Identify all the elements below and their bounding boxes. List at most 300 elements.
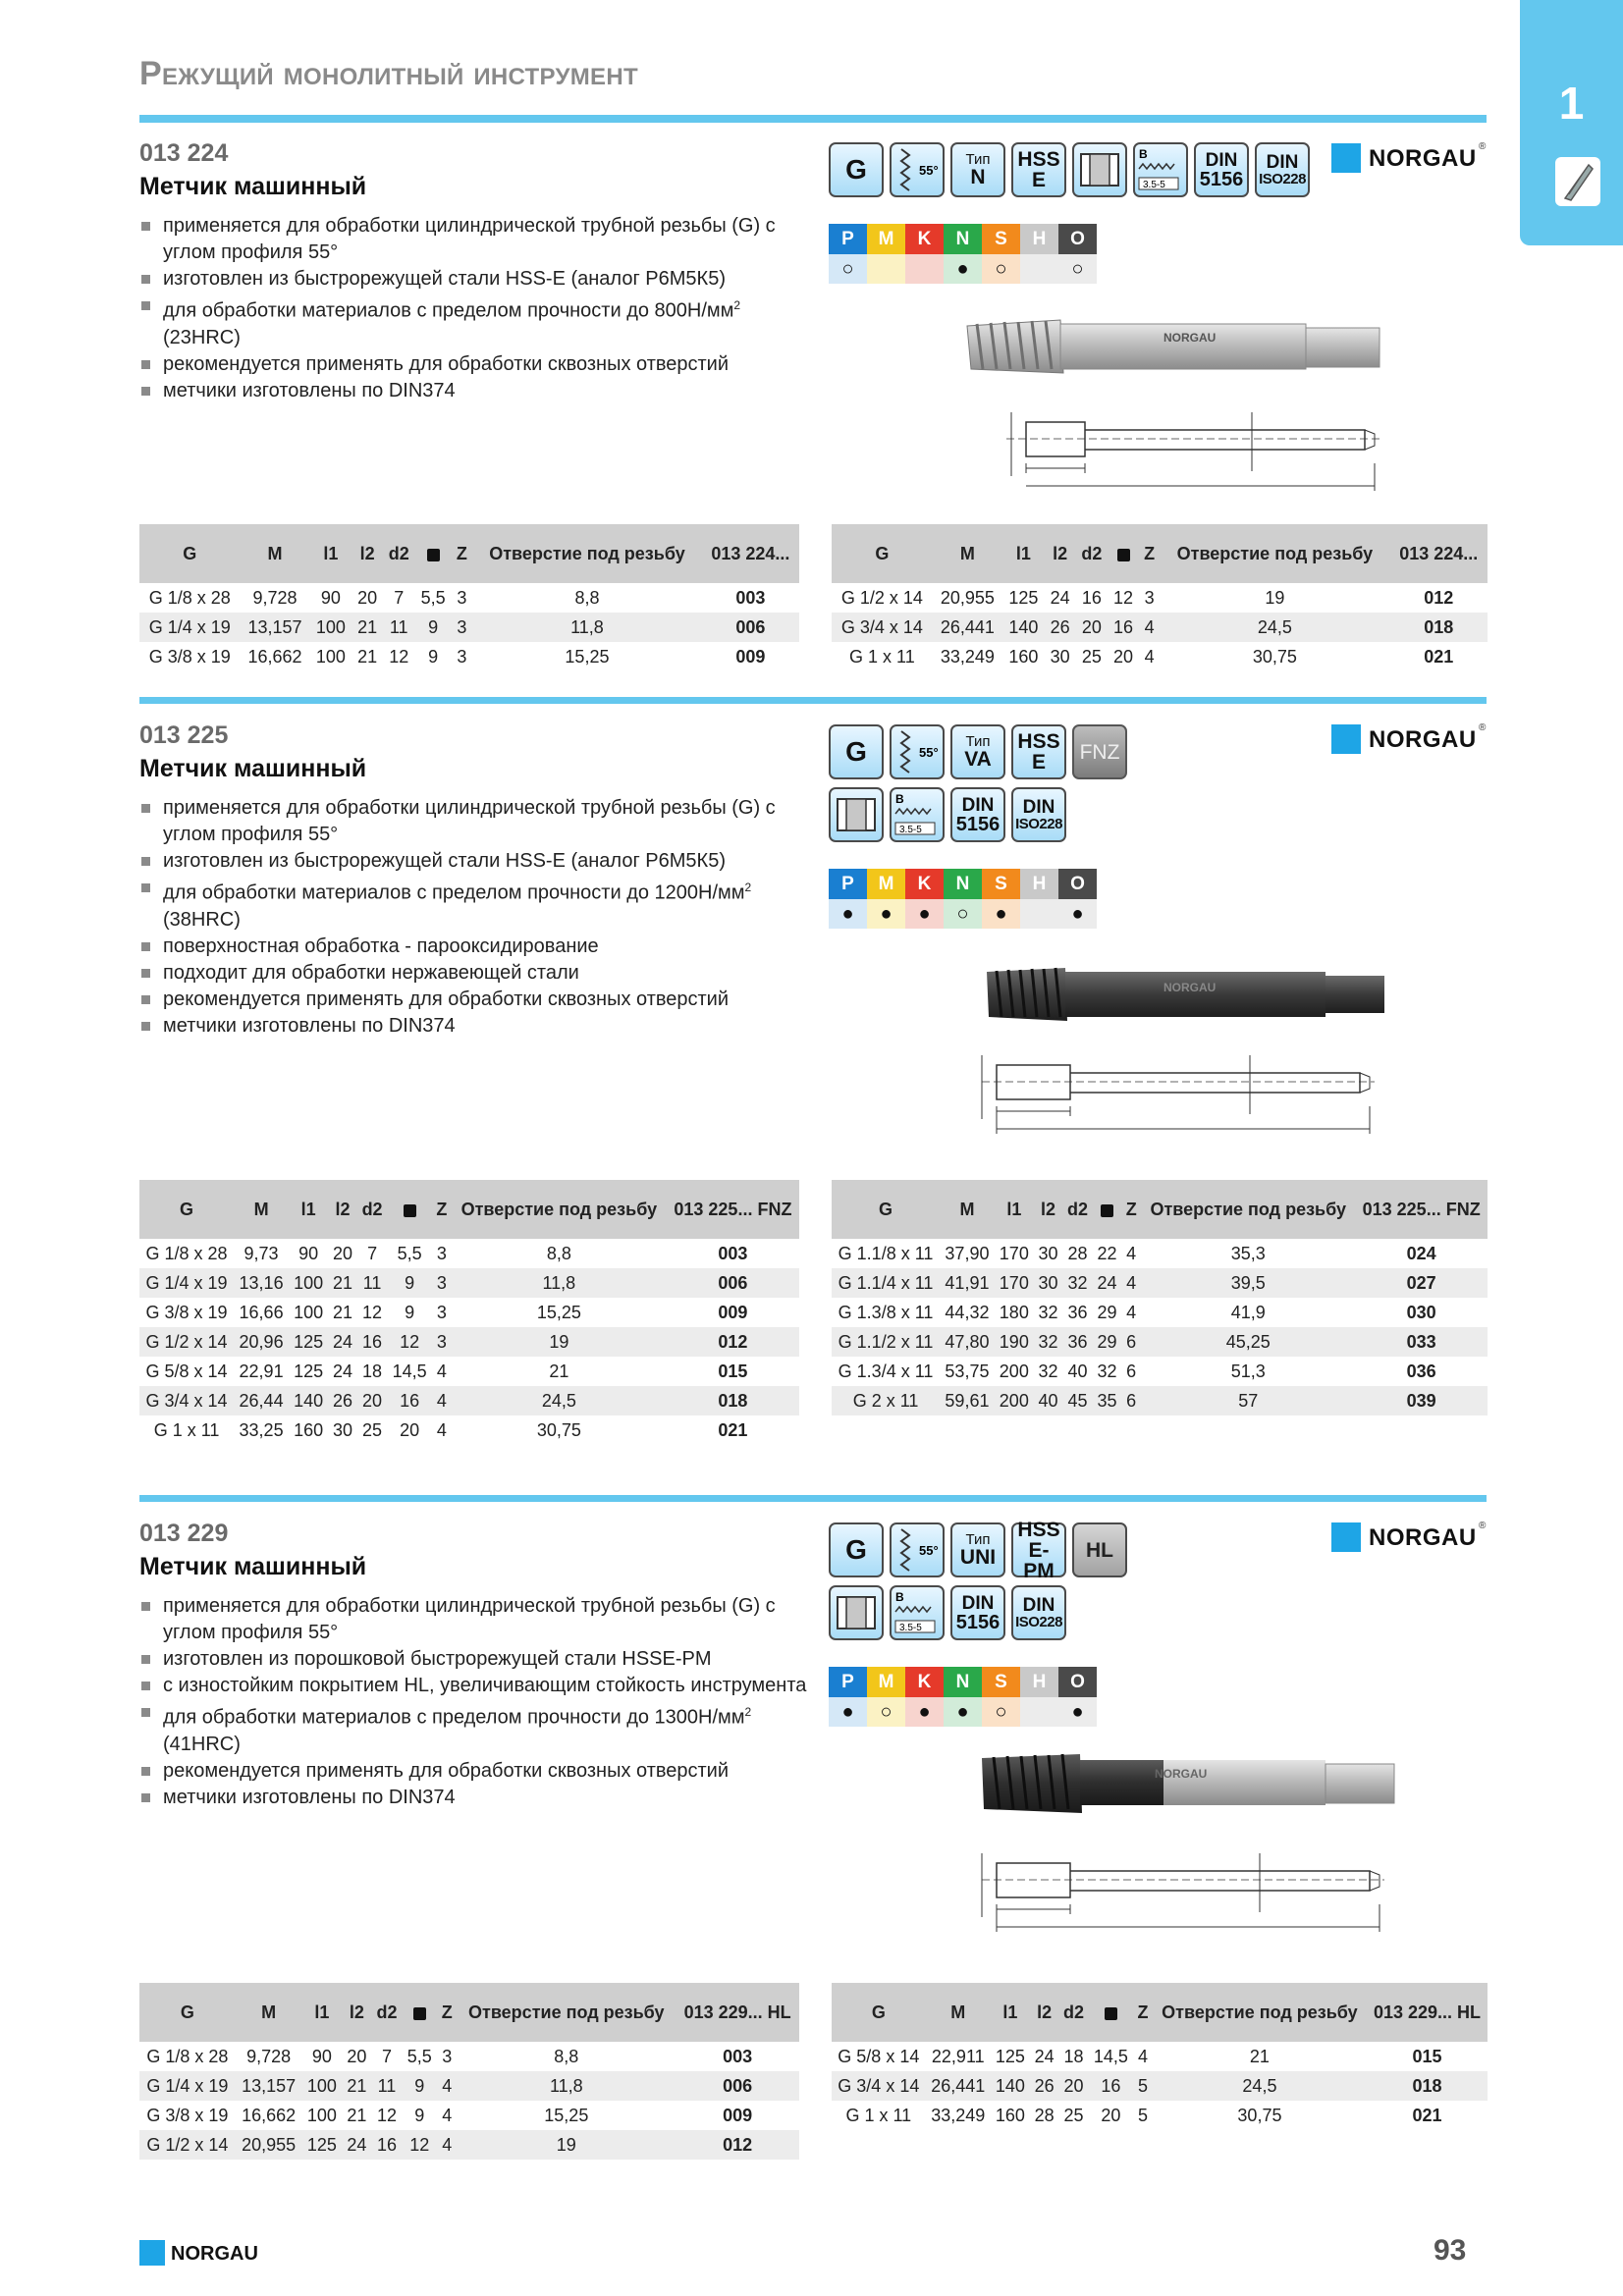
table-cell: 5 bbox=[1133, 2071, 1153, 2101]
table-body bbox=[832, 1239, 1488, 1415]
title-rule bbox=[139, 115, 1487, 123]
column-header: d2 bbox=[1058, 1983, 1088, 2042]
column-header: Z bbox=[437, 1983, 457, 2042]
table-cell: G 1.1/4 x 11 bbox=[832, 1268, 940, 1298]
column-header: l1 bbox=[991, 1983, 1030, 2042]
table-row bbox=[832, 1327, 1488, 1357]
column-header bbox=[403, 1983, 437, 2042]
table-cell: 22,911 bbox=[931, 2046, 985, 2066]
table-cell: 28 bbox=[1034, 2105, 1055, 2125]
table-row bbox=[832, 1357, 1488, 1386]
column-header: M bbox=[933, 524, 1002, 583]
table-row bbox=[139, 1357, 799, 1386]
feature-item: рекомендуется применять для обработки сквозных отверстий bbox=[139, 987, 817, 1013]
table-cell: G 3/4 x 14 bbox=[832, 2071, 926, 2101]
table-cell: 36 bbox=[1062, 1327, 1092, 1357]
table-cell: 8,8 bbox=[574, 587, 600, 608]
table-row bbox=[832, 2042, 1488, 2071]
table-body bbox=[139, 583, 799, 671]
material-group-h: H bbox=[1020, 1667, 1058, 1697]
table-row bbox=[139, 1298, 799, 1327]
table-cell: G 1/2 x 14 bbox=[139, 1327, 234, 1357]
column-header: Отверстие под резьбу bbox=[1141, 1180, 1355, 1239]
table-cell: 4 bbox=[1121, 1268, 1141, 1298]
table-cell: 25 bbox=[1063, 2105, 1084, 2125]
table-cell: 9 bbox=[403, 2071, 437, 2101]
table-cell: 12 bbox=[389, 646, 409, 667]
table-cell: 32 bbox=[1097, 1361, 1117, 1381]
din-5156-icon: DIN 5156 bbox=[950, 787, 1005, 842]
column-header: d2 bbox=[1076, 524, 1109, 583]
column-header: 013 225... FNZ bbox=[667, 1180, 799, 1239]
table-cell: 9 bbox=[428, 646, 439, 667]
coating-hl-icon: HL bbox=[1072, 1522, 1127, 1577]
column-header: G bbox=[832, 1180, 940, 1239]
tap-type-icon: Тип UNI bbox=[950, 1522, 1005, 1577]
material-suitability bbox=[829, 1667, 1097, 1727]
table-cell: 190 bbox=[995, 1327, 1034, 1357]
property-icons bbox=[829, 724, 1127, 779]
column-header: Отверстие под резьбу bbox=[1160, 524, 1389, 583]
order-code: 012 bbox=[1424, 587, 1454, 608]
table-header bbox=[832, 524, 1488, 583]
feature-item: с изностойким покрытием HL, увеличивающим стойкость инструмента bbox=[139, 1673, 817, 1699]
table-row bbox=[139, 2042, 799, 2071]
table-cell: 32 bbox=[1062, 1268, 1092, 1298]
table-cell: 37,90 bbox=[945, 1243, 990, 1263]
table-cell: 3 bbox=[452, 613, 472, 642]
column-header bbox=[1089, 1983, 1133, 2042]
order-code: 003 bbox=[718, 1243, 748, 1263]
through-hole-icon bbox=[829, 1585, 884, 1640]
suitability-mark: ● bbox=[982, 899, 1020, 929]
order-code: 018 bbox=[667, 1386, 799, 1415]
through-hole-icon bbox=[1072, 142, 1127, 197]
table-cell: 26,441 bbox=[933, 613, 1002, 642]
table-cell: 9,728 bbox=[246, 2046, 292, 2066]
material-hss-icon: HSS E bbox=[1011, 142, 1066, 197]
material-group-n: N bbox=[944, 224, 982, 254]
table-cell: 4 bbox=[1126, 1302, 1137, 1322]
section-rule bbox=[139, 697, 1487, 704]
table-cell: 8,8 bbox=[546, 1243, 571, 1263]
table-cell: 21 bbox=[328, 1268, 357, 1298]
table-cell: 16 bbox=[371, 2130, 402, 2160]
order-code: 036 bbox=[1406, 1361, 1436, 1381]
table-cell: 16 bbox=[357, 1327, 388, 1357]
spec-table-right bbox=[832, 1180, 1488, 1415]
feature-item: метчики изготовлены по DIN374 bbox=[139, 378, 817, 404]
order-code: 024 bbox=[1406, 1243, 1436, 1263]
svg-text:B: B bbox=[1139, 147, 1148, 161]
table-cell: 15,25 bbox=[544, 2105, 589, 2125]
suitability-mark: ○ bbox=[867, 1697, 905, 1727]
table-cell: 9 bbox=[405, 1302, 415, 1322]
feature-list bbox=[139, 795, 817, 1040]
order-code: 009 bbox=[723, 2105, 753, 2125]
table-cell: 20 bbox=[347, 2046, 367, 2066]
order-code: 012 bbox=[676, 2130, 799, 2160]
table-cell: 3 bbox=[457, 587, 467, 608]
table-row bbox=[139, 1327, 799, 1357]
thread-angle-icon bbox=[890, 142, 945, 197]
table-cell: 90 bbox=[320, 587, 341, 608]
table-cell: 11 bbox=[371, 2071, 402, 2101]
column-header: Z bbox=[1139, 524, 1160, 583]
material-group-s: S bbox=[982, 1667, 1020, 1697]
table-cell: 24,5 bbox=[1160, 613, 1389, 642]
table-cell: 45,25 bbox=[1141, 1327, 1355, 1357]
table-cell: 24 bbox=[332, 1361, 352, 1381]
table-cell: 90 bbox=[298, 1243, 319, 1263]
table-cell: G 1/8 x 28 bbox=[148, 587, 231, 608]
table-cell: 9 bbox=[387, 1268, 431, 1298]
column-header: Отверстие под резьбу bbox=[452, 1180, 667, 1239]
table-cell: 35 bbox=[1093, 1386, 1121, 1415]
norgau-logo: NORGAU ® bbox=[1331, 141, 1488, 175]
spec-table-left bbox=[139, 1180, 799, 1445]
material-group-m: M bbox=[867, 224, 905, 254]
table-cell: 5,5 bbox=[420, 587, 446, 608]
table-cell: G 1/8 x 28 bbox=[146, 2046, 229, 2066]
order-code: 018 bbox=[1367, 2071, 1488, 2101]
suitability-mark: ○ bbox=[1058, 254, 1097, 284]
order-code: 018 bbox=[1390, 613, 1488, 642]
table-cell: 125 bbox=[995, 2046, 1025, 2066]
square-shank-icon bbox=[404, 1204, 416, 1217]
column-header: 013 225... FNZ bbox=[1355, 1180, 1488, 1239]
table-cell: 24 bbox=[1050, 587, 1070, 608]
column-header: 013 229... HL bbox=[676, 1983, 799, 2042]
column-header: 013 224... bbox=[1390, 524, 1488, 583]
column-header: Отверстие под резьбу bbox=[457, 1983, 676, 2042]
table-cell: G 1/4 x 19 bbox=[139, 2071, 236, 2101]
table-cell: 26 bbox=[328, 1386, 357, 1415]
order-code: 039 bbox=[1355, 1386, 1488, 1415]
table-cell: 100 bbox=[306, 2105, 337, 2125]
table-cell: 15,25 bbox=[536, 1302, 581, 1322]
table-cell: 33,249 bbox=[940, 646, 995, 667]
column-header: d2 bbox=[383, 524, 415, 583]
table-cell: 3 bbox=[436, 1243, 447, 1263]
suitability-mark: ○ bbox=[982, 1697, 1020, 1727]
column-header: Отверстие под резьбу bbox=[472, 524, 702, 583]
suitability-mark: ○ bbox=[944, 899, 982, 929]
order-code: 006 bbox=[667, 1268, 799, 1298]
suitability-marks bbox=[829, 1697, 1097, 1727]
spec-table-right bbox=[832, 1983, 1488, 2130]
material-hss-icon: HSS E bbox=[1011, 724, 1066, 779]
table-cell: 30,75 bbox=[1237, 2105, 1282, 2125]
material-group-p: P bbox=[829, 1667, 867, 1697]
table-cell: G 1/2 x 14 bbox=[840, 587, 923, 608]
table-cell: 41,91 bbox=[940, 1268, 995, 1298]
feature-item: рекомендуется применять для обработки сквозных отверстий bbox=[139, 1758, 817, 1785]
table-cell: 14,5 bbox=[1093, 2046, 1128, 2066]
column-header: 013 224... bbox=[702, 524, 799, 583]
suitability-mark: ● bbox=[1058, 1697, 1097, 1727]
feature-item: подходит для обработки нержавеющей стали bbox=[139, 960, 817, 987]
material-groups bbox=[829, 869, 1097, 899]
feature-item: рекомендуется применять для обработки сквозных отверстий bbox=[139, 351, 817, 378]
column-header: l2 bbox=[1034, 1180, 1062, 1239]
table-cell: 9,73 bbox=[243, 1243, 279, 1263]
table-cell: 33,249 bbox=[931, 2105, 986, 2125]
svg-text:B: B bbox=[895, 792, 904, 806]
square-shank-icon bbox=[1105, 2007, 1117, 2020]
svg-text:B: B bbox=[895, 1590, 904, 1604]
suitability-mark: ● bbox=[829, 899, 867, 929]
table-cell: 20,955 bbox=[940, 587, 995, 608]
suitability-mark bbox=[905, 254, 944, 284]
suitability-mark bbox=[1020, 899, 1058, 929]
table-cell: G 1.1/2 x 11 bbox=[832, 1327, 940, 1357]
material-group-s: S bbox=[982, 224, 1020, 254]
table-row bbox=[139, 2101, 799, 2130]
material-suitability bbox=[829, 869, 1097, 929]
table-cell: 20,955 bbox=[236, 2130, 302, 2160]
table-cell: 11 bbox=[383, 613, 415, 642]
table-cell: 4 bbox=[432, 1386, 452, 1415]
table-cell: 40 bbox=[1067, 1361, 1088, 1381]
order-code: 021 bbox=[1424, 646, 1454, 667]
column-header: d2 bbox=[1062, 1180, 1092, 1239]
table-cell: G 3/4 x 14 bbox=[832, 613, 933, 642]
suitability-mark: ● bbox=[905, 899, 944, 929]
column-header: M bbox=[926, 1983, 991, 2042]
column-header: l2 bbox=[1045, 524, 1076, 583]
material-group-m: M bbox=[867, 869, 905, 899]
order-code: 027 bbox=[1355, 1268, 1488, 1298]
page-title: Режущий монолитный инструмент bbox=[139, 55, 638, 92]
column-header: 013 229... HL bbox=[1367, 1983, 1488, 2042]
order-code: 009 bbox=[735, 646, 766, 667]
feature-item: применяется для обработки цилиндрической трубной резьбы (G) с углом профиля 55° bbox=[139, 795, 817, 848]
suitability-mark: ● bbox=[1058, 899, 1097, 929]
table-cell: 39,5 bbox=[1141, 1268, 1355, 1298]
property-icons bbox=[829, 142, 1310, 197]
suitability-marks bbox=[829, 899, 1097, 929]
chapter-tab[interactable] bbox=[1520, 0, 1623, 245]
table-row bbox=[139, 1415, 799, 1445]
table-body bbox=[832, 583, 1488, 671]
suitability-mark: ● bbox=[829, 1697, 867, 1727]
table-row bbox=[832, 1268, 1488, 1298]
table-cell: 59,61 bbox=[940, 1386, 995, 1415]
table-cell: 100 bbox=[315, 646, 346, 667]
material-group-o: O bbox=[1058, 1667, 1097, 1697]
table-cell: 170 bbox=[995, 1268, 1034, 1298]
table-cell: 16 bbox=[1108, 613, 1139, 642]
column-header: l1 bbox=[1002, 524, 1045, 583]
table-cell: 26,44 bbox=[234, 1386, 289, 1415]
column-header: G bbox=[832, 524, 933, 583]
table-cell: 12 bbox=[403, 2130, 437, 2160]
table-cell: 41,9 bbox=[1230, 1302, 1266, 1322]
table-cell: 3 bbox=[1144, 587, 1155, 608]
svg-text:3.5-5: 3.5-5 bbox=[1143, 180, 1165, 190]
table-cell: 26 bbox=[1045, 613, 1076, 642]
din-5156-icon: DIN 5156 bbox=[950, 1585, 1005, 1640]
table-cell: 9,728 bbox=[252, 587, 298, 608]
table-cell: 11,8 bbox=[457, 2071, 676, 2101]
feature-item: изготовлен из порошковой быстрорежущей стали HSSE-PM bbox=[139, 1646, 817, 1673]
chapter-number: 1 bbox=[1558, 78, 1585, 129]
table-cell: 3 bbox=[432, 1268, 452, 1298]
table-cell: 9 bbox=[415, 613, 452, 642]
suitability-mark bbox=[1020, 1697, 1058, 1727]
table-cell: 36 bbox=[1067, 1302, 1088, 1322]
material-group-o: O bbox=[1058, 224, 1097, 254]
table-cell: 40 bbox=[1034, 1386, 1062, 1415]
svg-text:3.5-5: 3.5-5 bbox=[899, 1623, 922, 1633]
order-code: 015 bbox=[1412, 2046, 1442, 2066]
order-code: 003 bbox=[723, 2046, 753, 2066]
suitability-mark: ● bbox=[867, 899, 905, 929]
table-body bbox=[832, 2042, 1488, 2130]
table-cell: 100 bbox=[310, 613, 352, 642]
table-cell: G 1/2 x 14 bbox=[139, 2130, 236, 2160]
table-cell: 4 bbox=[436, 1419, 447, 1440]
table-cell: 16 bbox=[387, 1386, 431, 1415]
drill-icon bbox=[1555, 157, 1600, 206]
square-shank-icon bbox=[1101, 1204, 1113, 1217]
table-cell: G 3/8 x 19 bbox=[146, 2105, 229, 2125]
table-cell: G 3/4 x 14 bbox=[139, 1386, 234, 1415]
thread-angle-icon bbox=[890, 1522, 945, 1577]
order-code: 030 bbox=[1406, 1302, 1436, 1322]
table-cell: 100 bbox=[294, 1302, 324, 1322]
column-header: l1 bbox=[289, 1180, 328, 1239]
table-cell: 16 bbox=[1081, 587, 1102, 608]
suitability-mark: ● bbox=[944, 1697, 982, 1727]
table-cell: G 1.3/4 x 11 bbox=[838, 1361, 934, 1381]
square-shank-icon bbox=[1117, 549, 1130, 561]
table-row bbox=[139, 642, 799, 671]
tap-photo bbox=[977, 962, 1409, 1041]
material-group-o: O bbox=[1058, 869, 1097, 899]
column-header: Z bbox=[1133, 1983, 1153, 2042]
table-cell: 160 bbox=[995, 2105, 1025, 2125]
page-number: 93 bbox=[1434, 2234, 1467, 2267]
table-cell: 35,3 bbox=[1230, 1243, 1266, 1263]
table-cell: 21 bbox=[352, 613, 383, 642]
table-cell: 160 bbox=[294, 1419, 324, 1440]
column-header bbox=[1093, 1180, 1121, 1239]
column-header: M bbox=[234, 1180, 289, 1239]
table-cell: 3 bbox=[432, 1327, 452, 1357]
table-cell: 26,441 bbox=[926, 2071, 991, 2101]
suitability-mark: ○ bbox=[829, 254, 867, 284]
material-suitability bbox=[829, 224, 1097, 284]
product-name: Метчик машинный bbox=[139, 1553, 367, 1580]
material-group-p: P bbox=[829, 224, 867, 254]
table-cell: 24 bbox=[1034, 2046, 1055, 2066]
table-cell: G 1 x 11 bbox=[153, 1419, 220, 1440]
table-cell: 3 bbox=[442, 2046, 453, 2066]
table-cell: 20 bbox=[357, 1386, 388, 1415]
column-header: d2 bbox=[371, 1983, 402, 2042]
through-hole-icon bbox=[829, 787, 884, 842]
table-cell: 21 bbox=[332, 1302, 352, 1322]
table-cell: 125 bbox=[301, 2130, 342, 2160]
table-cell: 100 bbox=[289, 1268, 328, 1298]
order-code: 009 bbox=[718, 1302, 748, 1322]
table-cell: 22,91 bbox=[239, 1361, 284, 1381]
order-code: 012 bbox=[667, 1327, 799, 1357]
material-hss-icon: HSS E-PM bbox=[1011, 1522, 1066, 1577]
material-group-k: K bbox=[905, 224, 944, 254]
table-cell: 26 bbox=[1030, 2071, 1058, 2101]
suitability-mark bbox=[1020, 254, 1058, 284]
din-iso228-icon: DIN ISO228 bbox=[1011, 787, 1066, 842]
product-name: Метчик машинный bbox=[139, 755, 367, 782]
table-cell: 12 bbox=[387, 1327, 431, 1357]
table-cell: 5,5 bbox=[397, 1243, 422, 1263]
table-cell: 14,5 bbox=[392, 1361, 427, 1381]
table-cell: 30 bbox=[1050, 646, 1070, 667]
table-cell: G 1/4 x 19 bbox=[139, 1268, 234, 1298]
table-cell: G 1 x 11 bbox=[845, 2105, 912, 2125]
table-cell: 45 bbox=[1062, 1386, 1092, 1415]
table-cell: 6 bbox=[1126, 1361, 1137, 1381]
table-cell: 200 bbox=[995, 1386, 1034, 1415]
table-cell: 7 bbox=[381, 2046, 392, 2066]
svg-text:NORGAU: NORGAU bbox=[1163, 981, 1217, 994]
table-body bbox=[139, 2042, 799, 2160]
table-row bbox=[832, 1239, 1488, 1268]
table-cell: G 3/8 x 19 bbox=[148, 646, 231, 667]
suitability-mark: ● bbox=[944, 254, 982, 284]
table-cell: 22 bbox=[1097, 1243, 1117, 1263]
table-cell: 3 bbox=[457, 646, 467, 667]
table-cell: 21 bbox=[357, 646, 378, 667]
table-cell: 4 bbox=[437, 2130, 457, 2160]
table-cell: 20 bbox=[1113, 646, 1134, 667]
table-cell: 4 bbox=[442, 2105, 453, 2125]
order-code: 021 bbox=[1412, 2105, 1442, 2125]
table-cell: 6 bbox=[1121, 1386, 1141, 1415]
table-header bbox=[139, 1983, 799, 2042]
table-cell: 20,96 bbox=[234, 1327, 289, 1357]
material-group-n: N bbox=[944, 1667, 982, 1697]
table-cell: 57 bbox=[1141, 1386, 1355, 1415]
table-cell: 24 bbox=[342, 2130, 371, 2160]
table-cell: G 3/8 x 19 bbox=[145, 1302, 228, 1322]
table-cell: 180 bbox=[999, 1302, 1029, 1322]
table-cell: 16,66 bbox=[239, 1302, 284, 1322]
table-cell: 21 bbox=[549, 1361, 569, 1381]
square-shank-icon bbox=[413, 2007, 426, 2020]
table-cell: 25 bbox=[1081, 646, 1102, 667]
product-code: 013 225 bbox=[139, 721, 229, 749]
table-cell: G 5/8 x 14 bbox=[145, 1361, 228, 1381]
square-shank-icon bbox=[427, 549, 440, 561]
table-cell: 32 bbox=[1038, 1302, 1058, 1322]
table-cell: 21 bbox=[347, 2105, 367, 2125]
column-header: l2 bbox=[328, 1180, 357, 1239]
table-cell: 44,32 bbox=[945, 1302, 990, 1322]
table-cell: 29 bbox=[1097, 1302, 1117, 1322]
table-cell: 30 bbox=[1038, 1243, 1058, 1263]
order-code: 006 bbox=[702, 613, 799, 642]
coating-fnz-icon: FNZ bbox=[1072, 724, 1127, 779]
table-cell: 28 bbox=[1067, 1243, 1088, 1263]
table-row bbox=[832, 642, 1488, 671]
table-cell: 13,16 bbox=[234, 1268, 289, 1298]
table-cell: 19 bbox=[452, 1327, 667, 1357]
table-cell: 140 bbox=[1002, 613, 1045, 642]
